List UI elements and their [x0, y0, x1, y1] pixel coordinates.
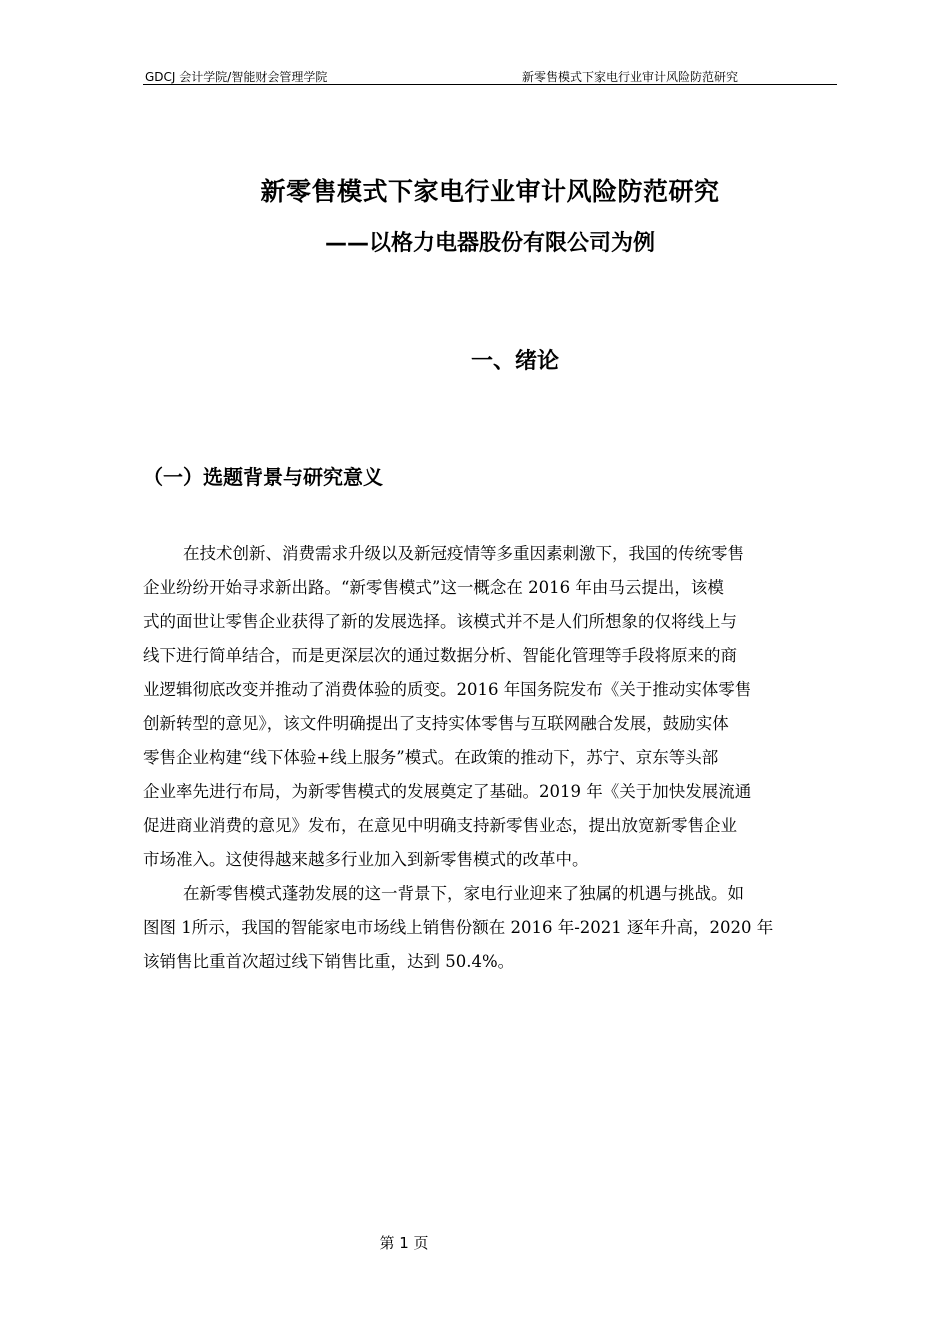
paragraph-line: 创新转型的意见》，该文件明确提出了支持实体零售与互联网融合发展，鼓励实体 — [143, 714, 729, 733]
paragraph-line: 企业纷纷开始寻求新出路。“新零售模式”这一概念在 2016 年由马云提出，该模 — [143, 578, 724, 597]
subsection-heading: （一）选题背景与研究意义 — [143, 465, 383, 489]
paragraph-line: 线下进行简单结合，而是更深层次的通过数据分析、智能化管理等手段将原来的商 — [143, 646, 737, 665]
paragraph-line: 企业率先进行布局，为新零售模式的发展奠定了基础。2019 年《关于加快发展流通 — [143, 782, 752, 801]
paragraph-line: 促进商业消费的意见》发布，在意见中明确支持新零售业态，提出放宽新零售企业 — [143, 816, 737, 835]
page-header — [143, 66, 837, 85]
header-institution: GDCJ 会计学院/智能财会管理学院 — [145, 70, 328, 84]
paragraph-line: 在新零售模式蓬勃发展的这一背景下，家电行业迎来了独属的机遇与挑战。如 — [183, 884, 744, 903]
paragraph-line: 业逻辑彻底改变并推动了消费体验的质变。2016 年国务院发布《关于推动实体零售 — [143, 680, 752, 699]
section-heading: 一、绪论 — [470, 349, 559, 374]
paragraph-line: 市场准入。这使得越来越多行业加入到新零售模式的改革中。 — [143, 850, 589, 869]
paragraph-line: 图图 1所示，我国的智能家电市场线上销售份额在 2016 年-2021 逐年升高，2020 年 — [143, 918, 774, 937]
document-subtitle: ——以格力电器股份有限公司为例 — [324, 231, 655, 256]
document-title: 新零售模式下家电行业审计风险防范研究 — [260, 177, 720, 206]
page-number: 第 1 页 — [379, 1234, 429, 1252]
header-running-title: 新零售模式下家电行业审计风险防范研究 — [522, 70, 739, 84]
paragraph-line: 在技术创新、消费需求升级以及新冠疫情等多重因素刺激下，我国的传统零售 — [183, 544, 744, 563]
paragraph-line: 该销售比重首次超过线下销售比重，达到 50.4%。 — [143, 952, 515, 971]
paragraph-line: 式的面世让零售企业获得了新的发展选择。该模式并不是人们所想象的仅将线上与 — [143, 612, 737, 631]
paragraph-line: 零售企业构建“线下体验+线上服务”模式。在政策的推动下，苏宁、京东等头部 — [143, 748, 719, 767]
